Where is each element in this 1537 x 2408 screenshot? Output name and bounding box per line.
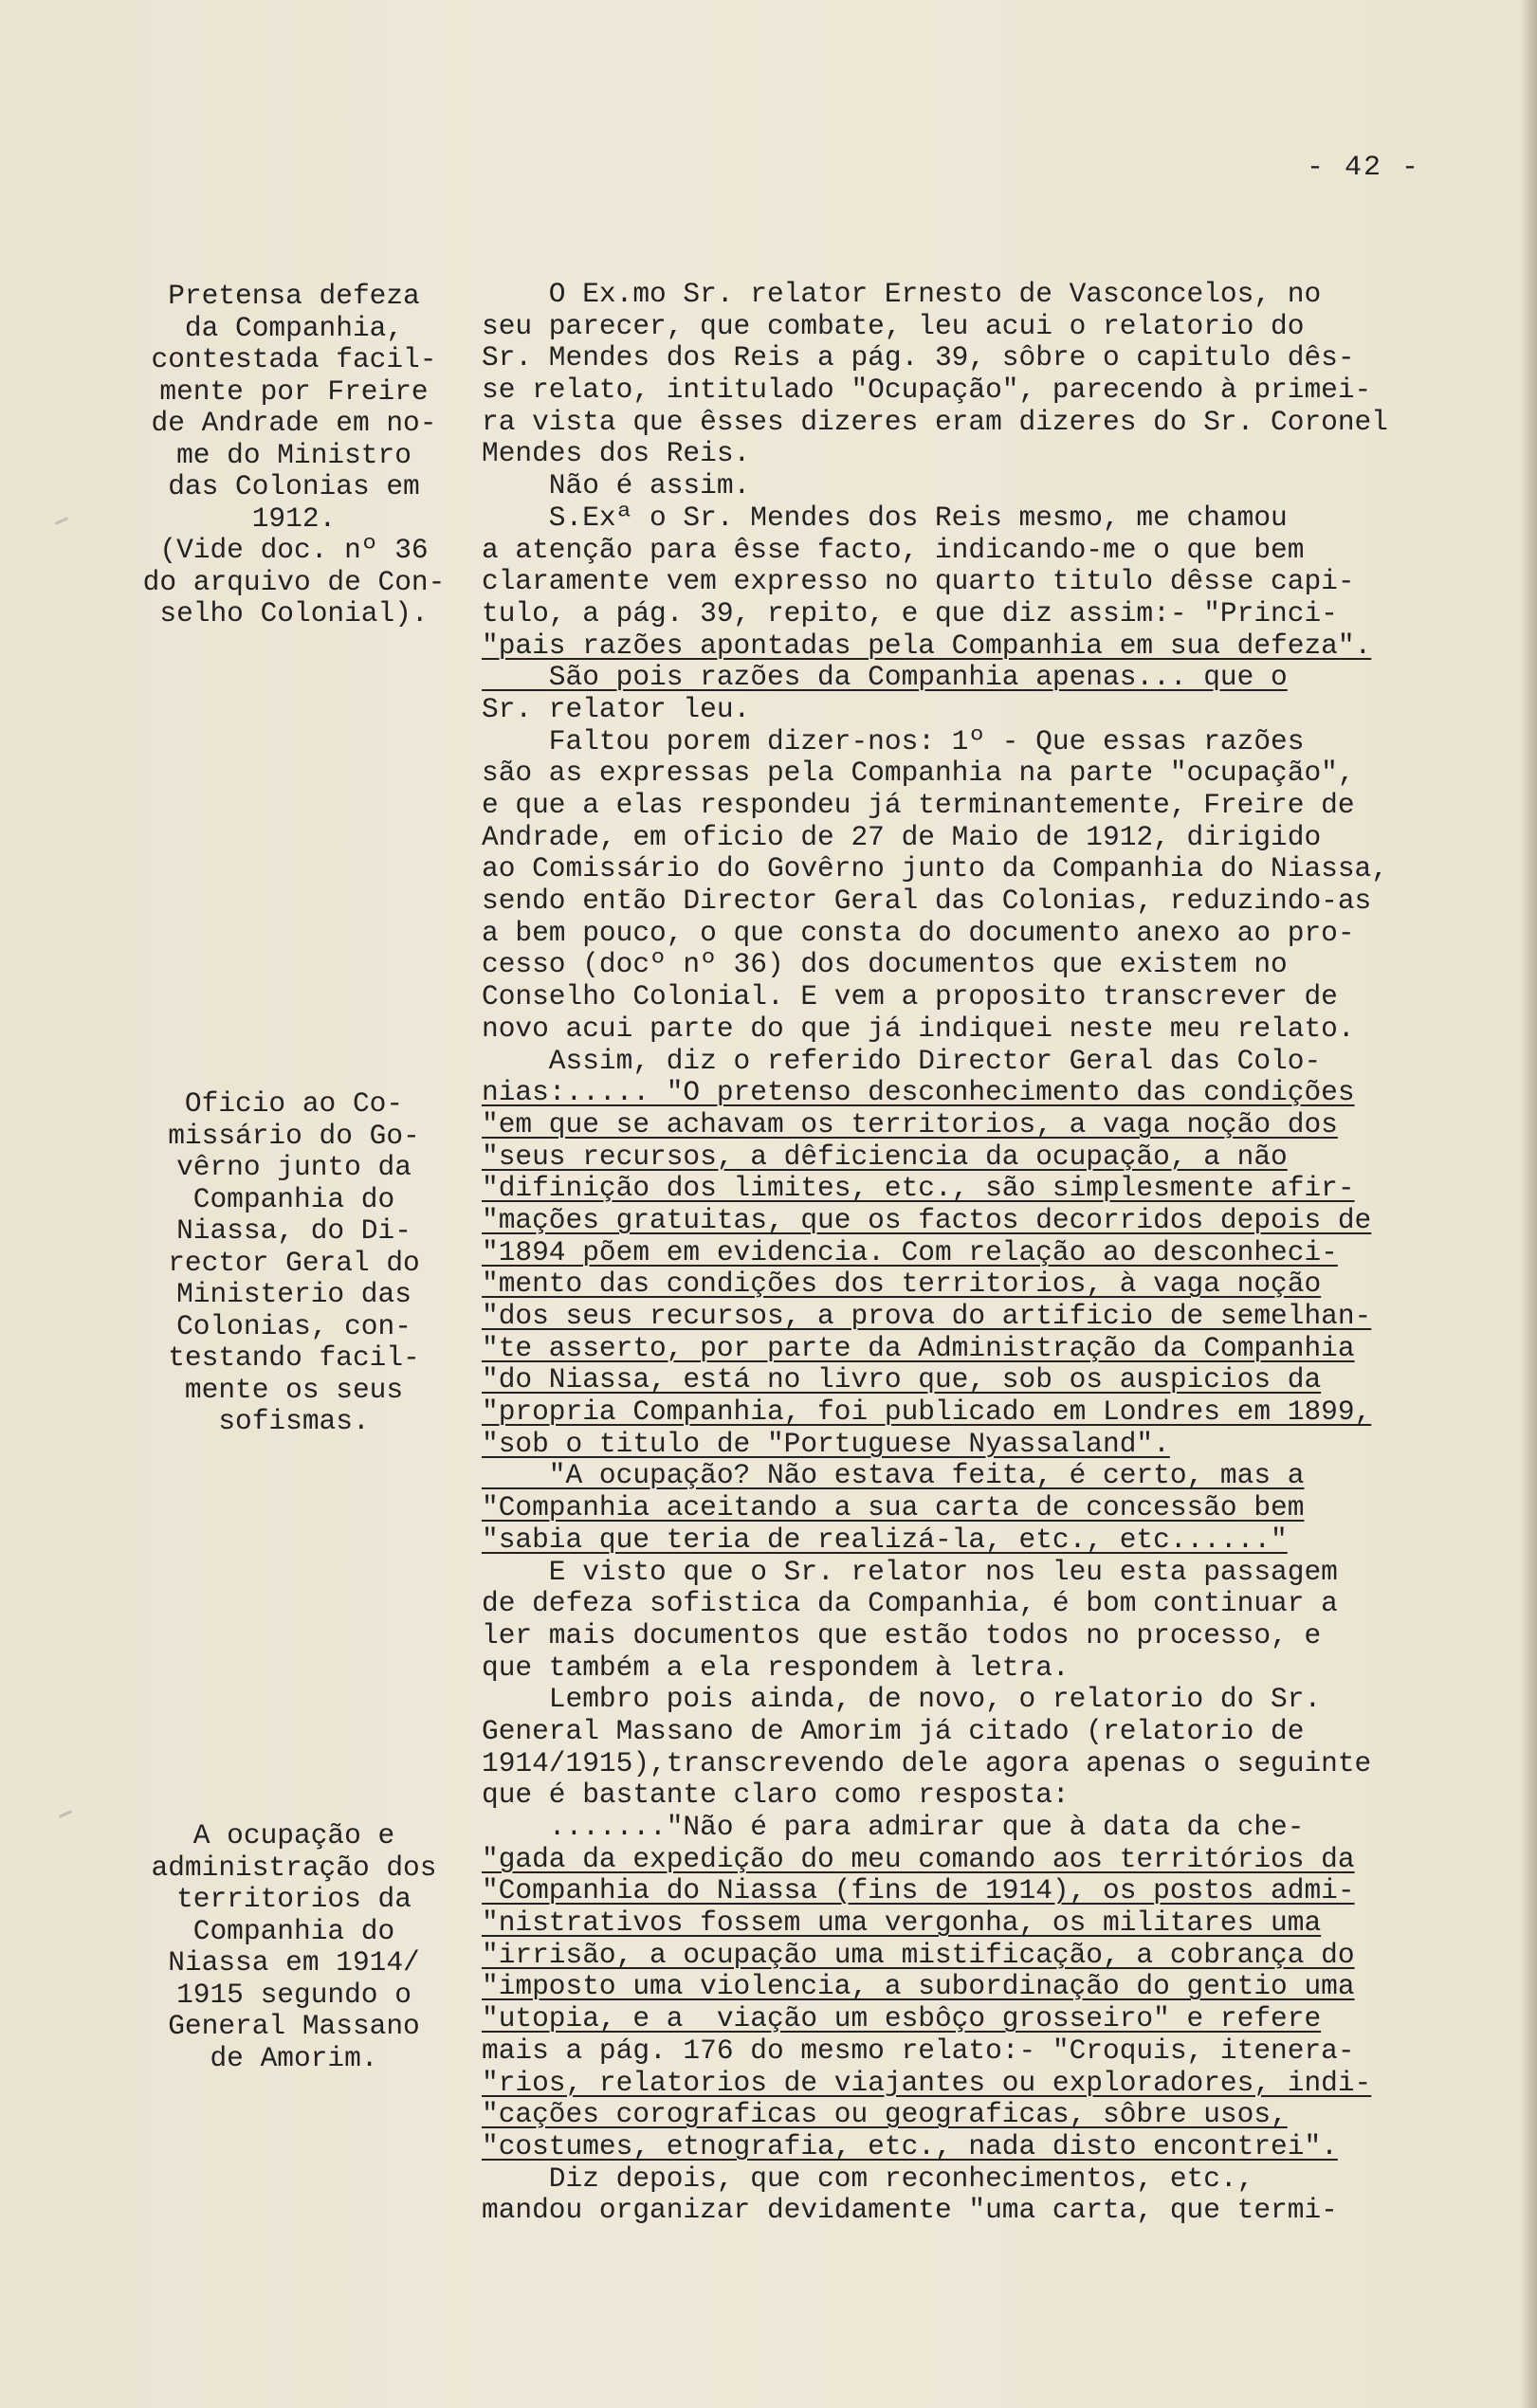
body-line: "cações corograficas ou geograficas, sôbre usos, xyxy=(482,2098,1288,2131)
body-line: "irrisão, a ocupação uma mistificação, a cobrança do xyxy=(482,1938,1355,1971)
body-line: Andrade, em oficio de 27 de Maio de 1912, dirigido xyxy=(482,820,1322,853)
body-line: Não é assim. xyxy=(482,469,751,502)
margin-note-line: General Massano xyxy=(168,2010,420,2042)
body-line: "A ocupação? Não estava feita, é certo, mas a xyxy=(482,1459,1305,1492)
body-line: S.Exª o Sr. Mendes dos Reis mesmo, me chamou xyxy=(482,501,1288,534)
margin-note-line: selho Colonial). xyxy=(159,597,429,629)
body-line: ler mais documentos que estão todos no processo, e xyxy=(482,1618,1322,1651)
body-line: mais a pág. 176 do mesmo relato:- "Croquis, itenera- xyxy=(482,2034,1355,2067)
body-line: tulo, a pág. 39, repito, e que diz assim:- "Princi- xyxy=(482,596,1338,629)
margin-note-line: vêrno junto da xyxy=(176,1151,412,1183)
margin-note-line: sofismas. xyxy=(218,1405,370,1437)
body-line: "propria Companhia, foi publicado em Londres em 1899, xyxy=(482,1396,1372,1429)
body-line: nias:..... "O pretenso desconhecimento das condições xyxy=(482,1076,1355,1109)
body-line: 1914/1915),transcrevendo dele agora apenas o seguinte xyxy=(482,1746,1372,1779)
margin-note-line: Companhia do xyxy=(192,1914,395,1947)
body-line: Assim, diz o referido Director Geral das Colo- xyxy=(482,1044,1322,1077)
margin-note-line: 1912. xyxy=(251,502,337,535)
margin-note-line: me do Ministro xyxy=(176,438,412,471)
body-line: São pois razões da Companhia apenas... que o xyxy=(482,661,1288,694)
margin-note-ocupacao xyxy=(114,1820,474,2074)
body-line: "gada da expedição do meu comando aos territórios da xyxy=(482,1842,1355,1875)
body-line: "mações gratuitas, que os factos decorridos depois de xyxy=(482,1203,1372,1236)
body-line: ......."Não é para admirar que à data da che- xyxy=(482,1811,1305,1843)
paper-speck xyxy=(55,517,68,525)
body-line: "Companhia aceitando a sua carta de concessão bem xyxy=(482,1491,1305,1524)
body-line: se relato, intitulado "Ocupação", parecendo à primei- xyxy=(482,374,1372,407)
body-line: Conselho Colonial. E vem a proposito transcrever de xyxy=(482,980,1338,1013)
body-line: são as expressas pela Companhia na parte "ocupação", xyxy=(482,757,1355,790)
body-line: ao Comissário do Govêrno junto da Companhia do Niassa, xyxy=(482,852,1388,885)
margin-note-line: de Amorim. xyxy=(210,2041,378,2074)
body-line: Mendes dos Reis. xyxy=(482,437,751,470)
body-line: "Companhia do Niassa (fins de 1914), os postos admi- xyxy=(482,1874,1355,1907)
margin-note-line: Pretensa defeza xyxy=(168,280,420,312)
margin-note-line: do arquivo de Con- xyxy=(142,565,446,598)
body-line: "costumes, etnografia, etc., nada disto encontrei". xyxy=(482,2129,1338,2162)
body-line: a atenção para êsse facto, indicando-me o que bem xyxy=(482,533,1305,566)
body-line: "sob o titulo de "Portuguese Nyassaland". xyxy=(482,1427,1170,1460)
body-line: "1894 põem em evidencia. Com relação ao desconheci- xyxy=(482,1235,1338,1268)
body-line: "seus recursos, a dêficiencia da ocupação, a não xyxy=(482,1140,1288,1173)
margin-note-line: Companhia do xyxy=(192,1182,395,1215)
body-line: "pais razões apontadas pela Companhia em sua defeza". xyxy=(482,629,1372,662)
body-line: cesso (docº nº 36) dos documentos que existem no xyxy=(482,948,1288,981)
margin-note-line: Oficio ao Co- xyxy=(184,1087,404,1120)
body-line: General Massano de Amorim já citado (relatorio de xyxy=(482,1714,1305,1747)
body-text xyxy=(482,279,1525,2227)
body-line: "rios, relatorios de viajantes ou exploradores, indi- xyxy=(482,2066,1372,2099)
margin-note-line: rector Geral do xyxy=(168,1246,420,1279)
body-line: "imposto uma violencia, a subordinação do gentio uma xyxy=(482,1970,1355,2003)
body-line: "do Niassa, está no livro que, sob os auspicios da xyxy=(482,1363,1322,1396)
margin-note-line: testando facil- xyxy=(168,1341,420,1374)
body-line: Sr. Mendes dos Reis a pág. 39, sôbre o capitulo dês- xyxy=(482,341,1355,374)
body-line: "nistrativos fossem uma vergonha, os militares uma xyxy=(482,1906,1322,1940)
body-line: "dos seus recursos, a prova do artificio de semelhan- xyxy=(482,1300,1372,1332)
body-line: E visto que o Sr. relator nos leu esta passagem xyxy=(482,1555,1338,1588)
margin-note-line: contestada facil- xyxy=(151,343,437,375)
body-line: e que a elas respondeu já terminantemente, Freire de xyxy=(482,789,1355,821)
body-line: ra vista que êsses dizeres eram dizeres do Sr. Coronel xyxy=(482,405,1388,438)
body-line: "difinição dos limites, etc., são simplesmente afir- xyxy=(482,1172,1355,1205)
margin-note-line: Colonias, con- xyxy=(176,1309,412,1342)
body-line: "mento das condições dos territorios, à vaga noção xyxy=(482,1268,1322,1301)
body-line: "utopia, e a viação um esbôço grosseiro" e refere xyxy=(482,2002,1322,2035)
body-line: de defeza sofistica da Companhia, é bom continuar a xyxy=(482,1587,1338,1620)
body-line: Diz depois, que com reconhecimentos, etc., xyxy=(482,2162,1254,2195)
margin-note-line: (Vide doc. nº 36 xyxy=(159,534,429,566)
body-line: que também a ela respondem à letra. xyxy=(482,1651,1070,1684)
margin-note-defeza xyxy=(114,281,474,630)
body-line: Lembro pois ainda, de novo, o relatorio do Sr. xyxy=(482,1683,1322,1716)
body-line: Sr. relator leu. xyxy=(482,692,751,725)
margin-note-oficio xyxy=(114,1088,474,1438)
body-line: Faltou porem dizer-nos: 1º - Que essas razões xyxy=(482,724,1305,757)
body-line: "sabia que teria de realizá-la, etc., etc......" xyxy=(482,1523,1288,1556)
margin-note-line: mente por Freire xyxy=(159,374,429,408)
margin-note-line: 1915 segundo o xyxy=(176,1978,412,2011)
margin-note-line: Niassa em 1914/ xyxy=(168,1946,420,1979)
body-line: "em que se achavam os territorios, a vaga noção dos xyxy=(482,1107,1338,1140)
body-line: novo acui parte do que já indiquei neste meu relato. xyxy=(482,1012,1355,1045)
paper-speck xyxy=(59,1810,72,1818)
body-line: O Ex.mo Sr. relator Ernesto de Vasconcelos, no xyxy=(482,278,1322,310)
body-line: mandou organizar devidamente "uma carta, que termi- xyxy=(482,2194,1338,2227)
margin-note-line: missário do Go- xyxy=(168,1119,420,1152)
margin-note-line: da Companhia, xyxy=(184,311,404,344)
body-line: claramente vem expresso no quarto titulo dêsse capi- xyxy=(482,565,1355,598)
page-number: - 42 - xyxy=(1307,152,1421,184)
margin-note-line: de Andrade em no- xyxy=(151,407,437,439)
margin-note-line: A ocupação e xyxy=(192,1819,395,1852)
margin-note-line: administração dos xyxy=(151,1851,437,1884)
body-line: que é bastante claro como resposta: xyxy=(482,1779,1070,1812)
margin-note-line: Niassa, do Di- xyxy=(176,1214,412,1247)
margin-note-line: Ministerio das xyxy=(176,1278,412,1310)
margin-note-line: mente os seus xyxy=(184,1373,404,1406)
body-line: sendo então Director Geral das Colonias, reduzindo-as xyxy=(482,885,1372,918)
body-line: "te asserto, por parte da Administração da Companhia xyxy=(482,1331,1355,1364)
body-line: seu parecer, que combate, leu acui o relatorio do xyxy=(482,309,1305,342)
margin-note-line: territorios da xyxy=(176,1883,412,1915)
margin-note-line: das Colonias em xyxy=(168,470,420,502)
body-line: a bem pouco, o que consta do documento anexo ao pro- xyxy=(482,916,1355,949)
